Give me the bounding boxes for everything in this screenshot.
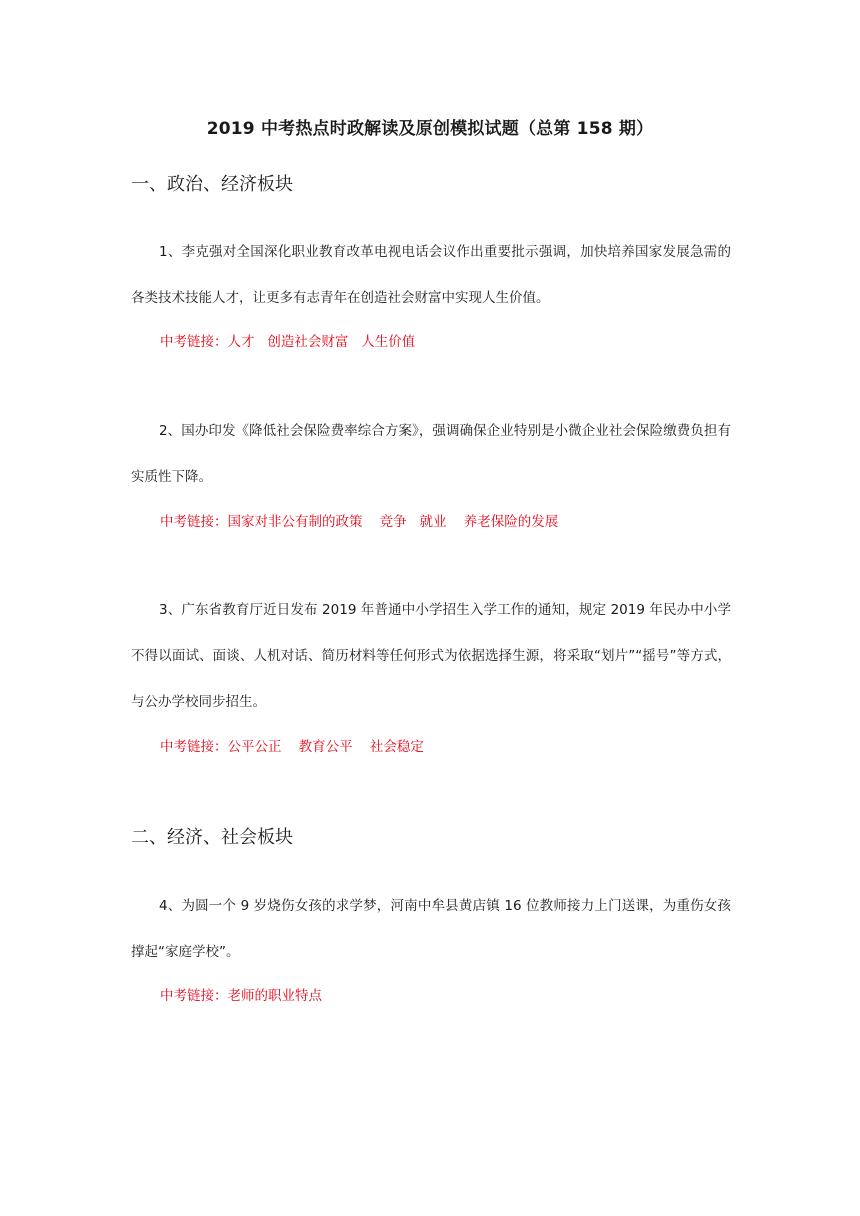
news-item-3: 3、广东省教育厅近日发布 2019 年普通中小学招生入学工作的通知，规定 2019 年民办中小学不得以面试、面谈、人机对话、简历材料等任何形式为依据选择生源，将采取“划片”“摇号”等方式，与公办学校同步招生。 <box>131 602 731 710</box>
section-heading-politics-economy: 一、政治、经济板块 <box>131 174 293 195</box>
document-title: 2019 中考热点时政解读及原创模拟试题（总第 158 期） <box>206 119 654 139</box>
exam-link-3: 中考链接：公平公正 教育公平 社会稳定 <box>160 739 424 755</box>
section-heading-economy-society: 二、经济、社会板块 <box>131 827 293 848</box>
news-item-2: 2、国办印发《降低社会保险费率综合方案》，强调确保企业特别是小微企业社会保险缴费负担有实质性下降。 <box>131 423 731 485</box>
exam-link-2: 中考链接：国家对非公有制的政策 竞争 就业 养老保险的发展 <box>160 514 559 530</box>
news-item-4: 4、为圆一个 9 岁烧伤女孩的求学梦，河南中牟县黄店镇 16 位教师接力上门送课，为重伤女孩撑起“家庭学校”。 <box>131 898 731 960</box>
exam-link-4: 中考链接：老师的职业特点 <box>160 988 322 1004</box>
news-item-1: 1、李克强对全国深化职业教育改革电视电话会议作出重要批示强调，加快培养国家发展急需的各类技术技能人才，让更多有志青年在创造社会财富中实现人生价值。 <box>131 244 731 306</box>
exam-link-1: 中考链接：人才 创造社会财富 人生价值 <box>160 334 416 350</box>
